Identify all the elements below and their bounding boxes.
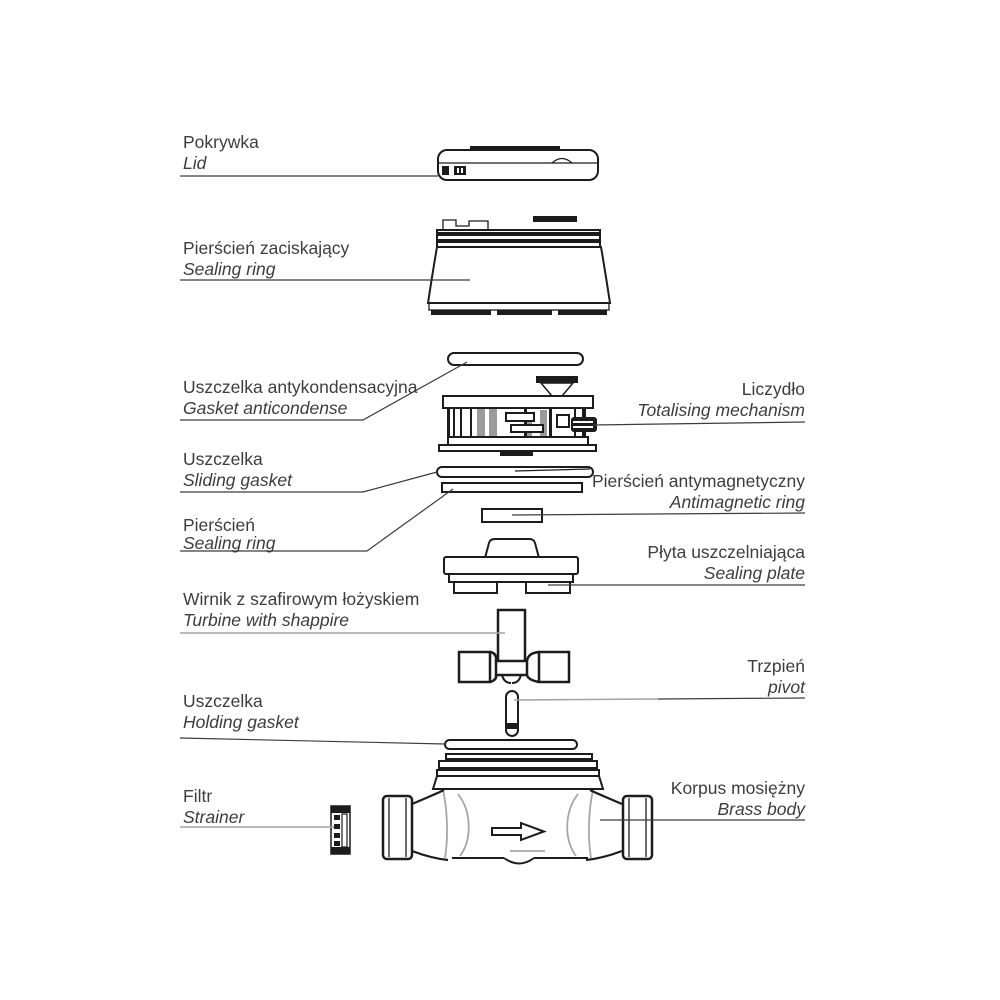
label-totalising-pl: Liczydło (741, 379, 805, 399)
label-turbine-en: Turbine with shappire (183, 610, 350, 630)
sliding-gasket-part (437, 467, 593, 477)
turbine-part (459, 610, 569, 683)
brass-body-part (383, 754, 652, 864)
strainer-part (331, 806, 350, 854)
label-anticondense-en: Gasket anticondense (183, 398, 348, 418)
lid-part (438, 146, 598, 180)
label-holding-gasket-pl: Uszczelka (183, 691, 263, 711)
label-pivot-en: pivot (768, 677, 805, 697)
label-brass-body (671, 778, 805, 820)
label-brass-body-pl: Korpus mosiężny (670, 778, 805, 798)
sealing-ring-part (442, 483, 582, 492)
totalising-mechanism-part (439, 376, 597, 456)
clamp-ring-part (428, 216, 610, 315)
antimagnetic-ring-part (482, 509, 542, 522)
leader-holding-gasket (180, 738, 445, 744)
label-holding-gasket (183, 691, 299, 733)
leader-pivot-gray (514, 699, 658, 700)
label-sliding-gasket (183, 449, 292, 491)
label-sliding-gasket-en: Sliding gasket (183, 470, 292, 490)
label-antimagnetic-pl: Pierścień antymagnetyczny (591, 471, 805, 491)
label-sliding-gasket-pl: Uszczelka (183, 449, 263, 469)
label-strainer-pl: Filtr (183, 786, 213, 806)
label-antimagnetic (592, 471, 805, 513)
label-sealing-plate-en: Sealing plate (703, 563, 805, 583)
label-strainer-en: Strainer (183, 807, 245, 827)
leader-antimagnetic (512, 513, 805, 515)
label-anticondense (183, 377, 417, 419)
label-turbine (183, 589, 419, 631)
label-pivot (747, 656, 805, 698)
label-pivot-pl: Trzpień (747, 656, 805, 676)
label-totalising-en: Totalising mechanism (637, 400, 805, 420)
label-sealing-ring (183, 516, 275, 552)
label-lid-pl: Pokrywka (183, 132, 259, 152)
label-sealing-ring-pl: Pierścień (183, 515, 255, 535)
label-clamp-ring-pl: Pierścień zaciskający (183, 238, 350, 258)
label-brass-body-en: Brass body (717, 799, 805, 819)
leader-pivot (658, 698, 805, 699)
flow-direction-arrow (492, 823, 544, 840)
label-antimagnetic-en: Antimagnetic ring (669, 492, 805, 512)
label-lid-en: Lid (183, 153, 207, 173)
label-totalising (637, 379, 805, 421)
label-turbine-pl: Wirnik z szafirowym łożyskiem (183, 589, 420, 609)
label-anticondense-pl: Uszczelka antykondensacyjna (183, 377, 418, 397)
label-strainer (183, 786, 244, 828)
label-sealing-plate-pl: Płyta uszczelniająca (647, 542, 805, 562)
anticondense-gasket-part (448, 353, 583, 365)
holding-gasket-part (445, 740, 577, 749)
label-sealing-ring-en: Sealing ring (183, 533, 276, 553)
label-clamp-ring-en: Sealing ring (183, 259, 276, 279)
pivot-part (506, 691, 518, 736)
leader-totalising (593, 422, 805, 425)
label-sealing-plate (647, 542, 805, 584)
label-lid (183, 132, 259, 174)
label-clamp-ring (183, 238, 349, 280)
label-holding-gasket-en: Holding gasket (183, 712, 299, 732)
